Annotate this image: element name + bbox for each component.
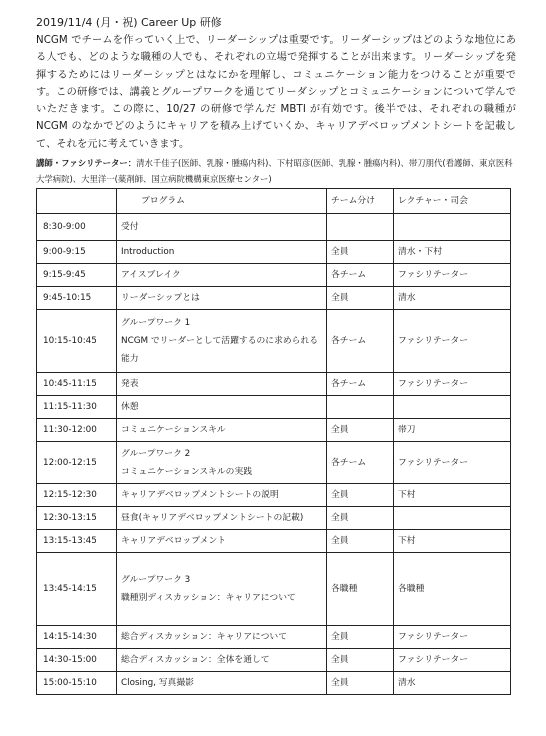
- table-row: [37, 484, 511, 507]
- row-lead: 清水: [394, 287, 511, 310]
- instructors-line: [36, 155, 516, 187]
- document-title: 2019/11/4 (月・祝) Career Up 研修: [36, 16, 222, 29]
- row-program: [117, 396, 327, 419]
- program-title: 総合ディスカッション：キャリアについて: [121, 632, 287, 643]
- row-team: 全員: [327, 241, 394, 264]
- header-program: プログラム: [117, 189, 327, 214]
- row-lead: ファシリテーター: [394, 626, 511, 649]
- row-time: 14:30-15:00: [37, 649, 117, 672]
- program-title: 休憩: [121, 402, 139, 413]
- table-row: [37, 530, 511, 553]
- row-lead: [394, 396, 511, 419]
- row-team: 各チーム: [327, 442, 394, 484]
- table-row: [37, 553, 511, 626]
- program-title: キャリアデベロップメントシートの説明: [121, 490, 279, 501]
- program-title: リーダーシップとは: [121, 293, 200, 304]
- row-time: 8:30-9:00: [37, 214, 117, 241]
- table-row: [37, 241, 511, 264]
- table-row: [37, 287, 511, 310]
- row-team: 全員: [327, 649, 394, 672]
- row-time: 11:15-11:30: [37, 396, 117, 419]
- row-lead: ファシリテーター: [394, 649, 511, 672]
- program-subtitle: NCGM でリーダーとして活躍するのに求められる能力: [121, 336, 319, 365]
- row-lead: ファシリテーター: [394, 310, 511, 373]
- table-row: [37, 264, 511, 287]
- row-lead: ファシリテーター: [394, 442, 511, 484]
- row-team: 全員: [327, 484, 394, 507]
- program-title: Closing, 写真撮影: [121, 678, 194, 689]
- row-time: 12:15-12:30: [37, 484, 117, 507]
- row-team: [327, 214, 394, 241]
- row-team: 全員: [327, 419, 394, 442]
- row-program: [117, 626, 327, 649]
- table-row: [37, 310, 511, 373]
- instructors-label: 講師・ファシリテーター：: [36, 158, 137, 169]
- schedule-header-row: [37, 189, 511, 214]
- row-time: 10:15-10:45: [37, 310, 117, 373]
- row-time: 12:00-12:15: [37, 442, 117, 484]
- program-title: グループワーク 2: [121, 448, 191, 459]
- row-program: [117, 442, 327, 484]
- row-lead: 下村: [394, 484, 511, 507]
- row-team: 各チーム: [327, 264, 394, 287]
- header-lead: レクチャー・司会: [394, 189, 511, 214]
- program-title: グループワーク 3: [121, 575, 191, 586]
- row-team: 全員: [327, 287, 394, 310]
- row-program: [117, 373, 327, 396]
- row-program: [117, 419, 327, 442]
- instructors-text: 清水千佳子(医師、乳腺・腫瘍内科)、下村昭彦(医師、乳腺・腫瘍内科)、帯刀朋代(看護師、東京医科大学病院)、大里洋一(薬剤師、国立病院機構東京医療センター): [36, 158, 513, 185]
- program-title: キャリアデベロップメント: [121, 536, 227, 547]
- row-program: [117, 672, 327, 695]
- row-team: 各チーム: [327, 373, 394, 396]
- row-program: [117, 241, 327, 264]
- row-time: 9:15-9:45: [37, 264, 117, 287]
- row-lead: 帯刀: [394, 419, 511, 442]
- header-team: チーム分け: [327, 189, 394, 214]
- table-row: [37, 396, 511, 419]
- row-team: 全員: [327, 530, 394, 553]
- row-time: 10:45-11:15: [37, 373, 117, 396]
- program-title: グループワーク 1: [121, 318, 191, 329]
- row-lead: 清水: [394, 672, 511, 695]
- row-program: [117, 553, 327, 626]
- table-row: [37, 442, 511, 484]
- program-title: Introduction: [121, 247, 175, 258]
- document-page: [36, 14, 516, 695]
- row-time: 13:45-14:15: [37, 553, 117, 626]
- intro-paragraph: NCGM でチームを作っていく上で、リーダーシップは重要です。リーダーシップはどのような地位にある人でも、どのような職種の人でも、それぞれの立場で発揮することが出来ます。リーダーシップを発揮するためにはリーダーシップとはなにかを理解し、コミュニケーション能力をつけることが重要です。この研修では、講義とグループワークを通じてリーダシップとコミュニケーションについて学んでいただきます。この際に、10/27 の研修で学んだ MBTI が有効です。後半では、それぞれの職種が NCGM のなかでどのようにキャリアを積み上げていくか、キャリアデベロップメントシートを記載して、それを元に考えていきます。: [36, 35, 516, 150]
- row-lead: ファシリテーター: [394, 264, 511, 287]
- program-title: 受付: [121, 222, 139, 233]
- table-row: [37, 626, 511, 649]
- row-team: 全員: [327, 626, 394, 649]
- row-time: 9:00-9:15: [37, 241, 117, 264]
- row-time: 9:45-10:15: [37, 287, 117, 310]
- table-row: [37, 507, 511, 530]
- row-program: [117, 264, 327, 287]
- row-lead: 清水・下村: [394, 241, 511, 264]
- row-team: 各チーム: [327, 310, 394, 373]
- table-row: [37, 419, 511, 442]
- row-program: [117, 484, 327, 507]
- row-time: 13:15-13:45: [37, 530, 117, 553]
- program-title: 発表: [121, 379, 139, 390]
- row-time: 15:00-15:10: [37, 672, 117, 695]
- program-subtitle: コミュニケーションスキルの実践: [121, 466, 253, 477]
- program-title: 昼食(キャリアデベロップメントシートの記載): [121, 513, 304, 524]
- row-program: [117, 310, 327, 373]
- row-team: 全員: [327, 507, 394, 530]
- row-lead: [394, 214, 511, 241]
- table-row: [37, 373, 511, 396]
- program-title: コミュニケーションスキル: [121, 425, 226, 436]
- row-time: 14:15-14:30: [37, 626, 117, 649]
- program-subtitle: 職種別ディスカッション：キャリアについて: [121, 593, 296, 604]
- row-team: 全員: [327, 672, 394, 695]
- schedule-body: [37, 214, 511, 695]
- row-team: [327, 396, 394, 419]
- row-lead: ファシリテーター: [394, 373, 511, 396]
- program-title: 総合ディスカッション：全体を通して: [121, 655, 270, 666]
- row-program: [117, 530, 327, 553]
- table-row: [37, 672, 511, 695]
- row-program: [117, 214, 327, 241]
- table-row: [37, 649, 511, 672]
- row-lead: 下村: [394, 530, 511, 553]
- row-lead: 各職種: [394, 553, 511, 626]
- row-program: [117, 649, 327, 672]
- row-time: 11:30-12:00: [37, 419, 117, 442]
- row-team: 各職種: [327, 553, 394, 626]
- row-lead: [394, 507, 511, 530]
- table-row: [37, 214, 511, 241]
- row-program: [117, 287, 327, 310]
- program-title: アイスブレイク: [121, 270, 181, 281]
- row-program: [117, 507, 327, 530]
- header-time: [37, 189, 117, 214]
- schedule-table: [36, 188, 511, 695]
- row-time: 12:30-13:15: [37, 507, 117, 530]
